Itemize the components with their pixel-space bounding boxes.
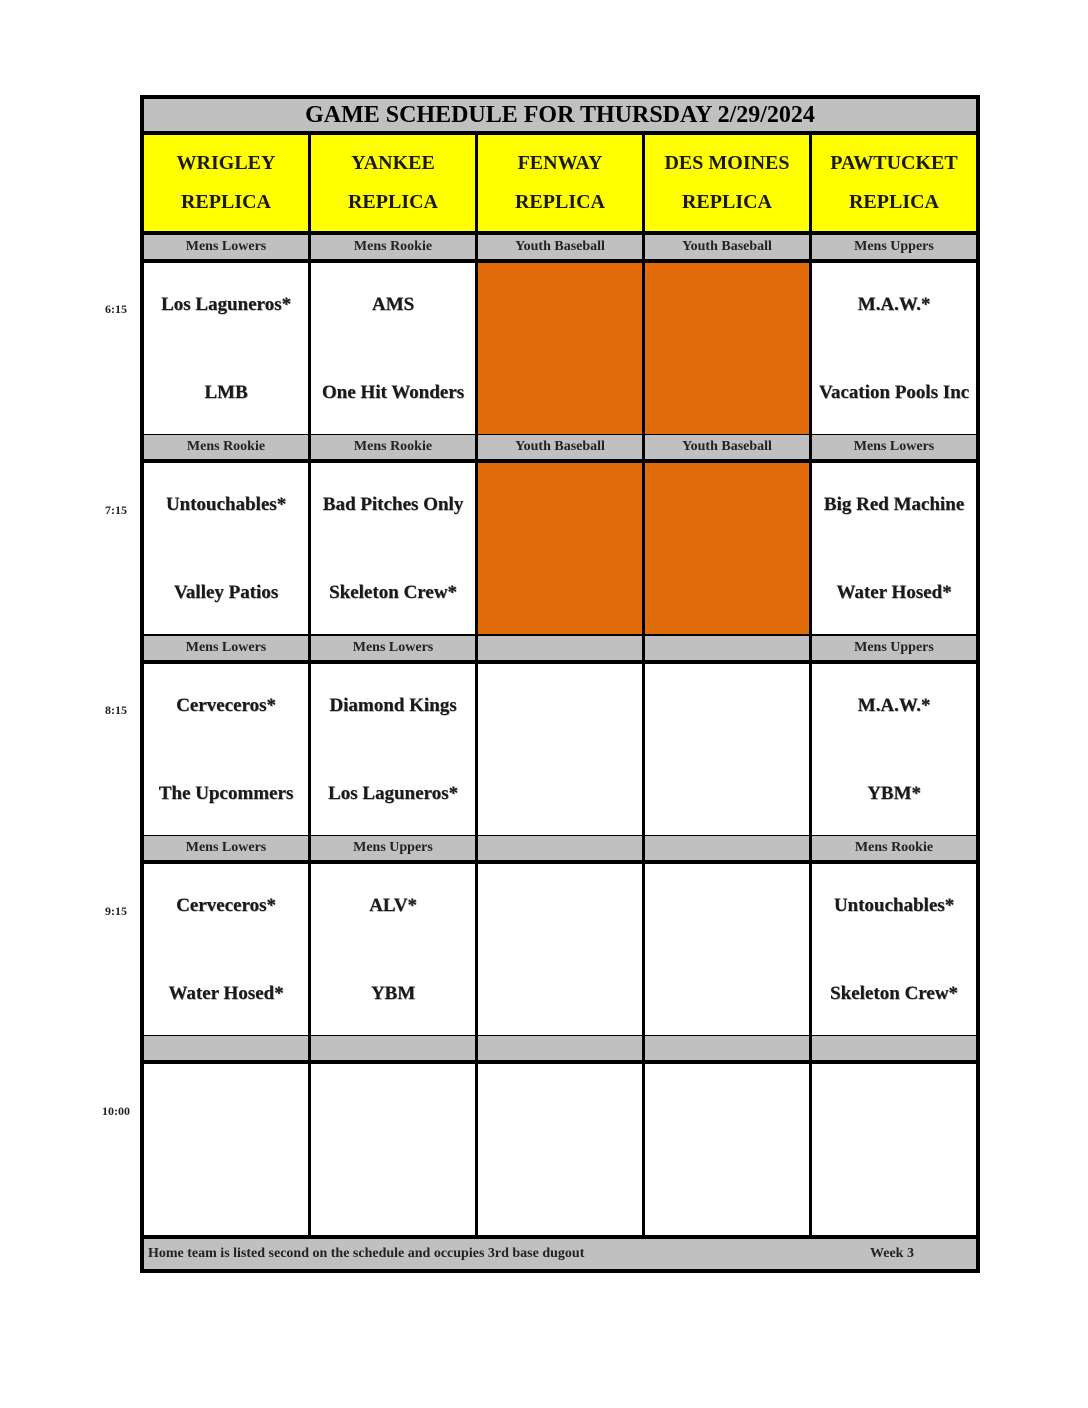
home-team: YBM — [370, 983, 416, 1004]
away-team: Diamond Kings — [329, 695, 457, 716]
division-label: Mens Uppers — [812, 636, 976, 660]
away-team: Los Laguneros* — [160, 294, 292, 315]
game-cell — [478, 864, 642, 1035]
away-team: ALV* — [369, 895, 417, 916]
home-team — [311, 1166, 475, 1222]
home-team — [645, 966, 809, 1022]
away-team: M.A.W.* — [857, 695, 931, 716]
division-label: Mens Lowers — [144, 235, 308, 259]
home-team — [645, 365, 809, 421]
away-team — [645, 878, 809, 934]
away-team — [478, 477, 642, 533]
field-name: DES MOINES — [664, 152, 790, 174]
home-team — [478, 365, 642, 421]
division-label: Mens Uppers — [311, 836, 475, 860]
division-label: Mens Rookie — [812, 836, 976, 860]
away-team: Bad Pitches Only — [322, 494, 464, 515]
field-header — [645, 135, 809, 231]
division-label: Youth Baseball — [645, 435, 809, 459]
home-team: LMB — [204, 382, 248, 403]
division-label — [645, 636, 809, 660]
home-team — [478, 565, 642, 621]
division-label — [478, 836, 642, 860]
away-team: Cerveceros* — [176, 895, 276, 916]
field-subtitle: REPLICA — [681, 191, 772, 213]
home-team: Water Hosed* — [836, 582, 952, 603]
home-team: The Upcommers — [158, 783, 294, 804]
away-team: Untouchables* — [833, 895, 955, 916]
away-team — [311, 1078, 475, 1134]
time-label: 7:15 — [105, 503, 127, 517]
division-label: Mens Rookie — [311, 235, 475, 259]
game-cell — [478, 1064, 642, 1235]
away-team — [645, 1078, 809, 1134]
game-cell — [478, 664, 642, 835]
division-label: Mens Uppers — [812, 235, 976, 259]
unavailable-cell — [478, 263, 642, 434]
home-team: One Hit Wonders — [321, 382, 465, 403]
game-cell — [812, 664, 976, 835]
field-header — [311, 135, 475, 231]
home-team — [645, 565, 809, 621]
away-team: Big Red Machine — [823, 494, 965, 515]
time-label: 6:15 — [105, 302, 127, 316]
field-name: FENWAY — [517, 152, 603, 174]
game-cell — [144, 664, 308, 835]
home-team — [144, 1166, 308, 1222]
field-header — [812, 135, 976, 231]
week-label: Week 3 — [870, 1246, 914, 1261]
division-label: Youth Baseball — [478, 235, 642, 259]
home-team: Los Laguneros* — [327, 783, 459, 804]
field-subtitle: REPLICA — [514, 191, 605, 213]
game-cell — [812, 463, 976, 634]
game-cell — [645, 864, 809, 1035]
away-team — [645, 477, 809, 533]
division-label: Mens Lowers — [144, 836, 308, 860]
home-team — [478, 966, 642, 1022]
field-subtitle: REPLICA — [180, 191, 271, 213]
home-team — [812, 1166, 976, 1222]
division-label — [645, 836, 809, 860]
game-cell — [311, 664, 475, 835]
home-team: Valley Patios — [173, 582, 279, 603]
division-label: Mens Lowers — [144, 636, 308, 660]
away-team — [645, 678, 809, 734]
away-team — [144, 1078, 308, 1134]
field-subtitle: REPLICA — [347, 191, 438, 213]
schedule-footer — [144, 1239, 976, 1269]
away-team — [812, 1078, 976, 1134]
field-subtitle: REPLICA — [848, 191, 939, 213]
home-team — [478, 766, 642, 822]
away-team — [478, 878, 642, 934]
away-team: Untouchables* — [165, 494, 287, 515]
game-cell — [812, 1064, 976, 1235]
time-label: 9:15 — [105, 904, 127, 918]
game-cell — [144, 1064, 308, 1235]
away-team — [478, 678, 642, 734]
away-team — [645, 277, 809, 333]
game-cell — [144, 463, 308, 634]
division-label — [144, 1036, 308, 1060]
schedule-grid — [140, 95, 980, 1273]
home-team — [478, 1166, 642, 1222]
home-team — [645, 1166, 809, 1222]
home-team — [645, 766, 809, 822]
home-team: Skeleton Crew* — [830, 983, 958, 1004]
away-team: Cerveceros* — [176, 695, 276, 716]
game-cell — [645, 664, 809, 835]
game-cell — [812, 263, 976, 434]
division-label — [478, 1036, 642, 1060]
division-label: Mens Rookie — [311, 435, 475, 459]
field-name: YANKEE — [351, 152, 435, 174]
division-label — [478, 636, 642, 660]
division-label — [645, 1036, 809, 1060]
division-label — [812, 1036, 976, 1060]
schedule-title: GAME SCHEDULE FOR THURSDAY 2/29/2024 — [144, 99, 976, 131]
away-team — [478, 277, 642, 333]
game-cell — [311, 1064, 475, 1235]
unavailable-cell — [478, 463, 642, 634]
field-header — [144, 135, 308, 231]
game-cell — [311, 263, 475, 434]
home-team: Skeleton Crew* — [329, 582, 457, 603]
home-team: Vacation Pools Inc — [818, 382, 970, 403]
time-label: 8:15 — [105, 703, 127, 717]
home-team: YBM* — [867, 783, 921, 804]
game-cell — [812, 864, 976, 1035]
game-cell — [144, 864, 308, 1035]
division-label — [311, 1036, 475, 1060]
home-team: Water Hosed* — [168, 983, 284, 1004]
division-label: Youth Baseball — [645, 235, 809, 259]
footer-note: Home team is listed second on the schedule and occupies 3rd base dugout — [148, 1246, 585, 1261]
away-team — [478, 1078, 642, 1134]
unavailable-cell — [645, 463, 809, 634]
field-name: WRIGLEY — [176, 152, 276, 174]
field-header — [478, 135, 642, 231]
division-label: Mens Lowers — [311, 636, 475, 660]
game-cell — [645, 1064, 809, 1235]
division-label: Mens Lowers — [812, 435, 976, 459]
away-team: AMS — [371, 294, 415, 315]
unavailable-cell — [645, 263, 809, 434]
field-name: PAWTUCKET — [830, 152, 958, 174]
time-label: 10:00 — [102, 1104, 130, 1118]
game-cell — [311, 463, 475, 634]
division-label: Mens Rookie — [144, 435, 308, 459]
game-cell — [311, 864, 475, 1035]
division-label: Youth Baseball — [478, 435, 642, 459]
game-cell — [144, 263, 308, 434]
away-team: M.A.W.* — [857, 294, 931, 315]
